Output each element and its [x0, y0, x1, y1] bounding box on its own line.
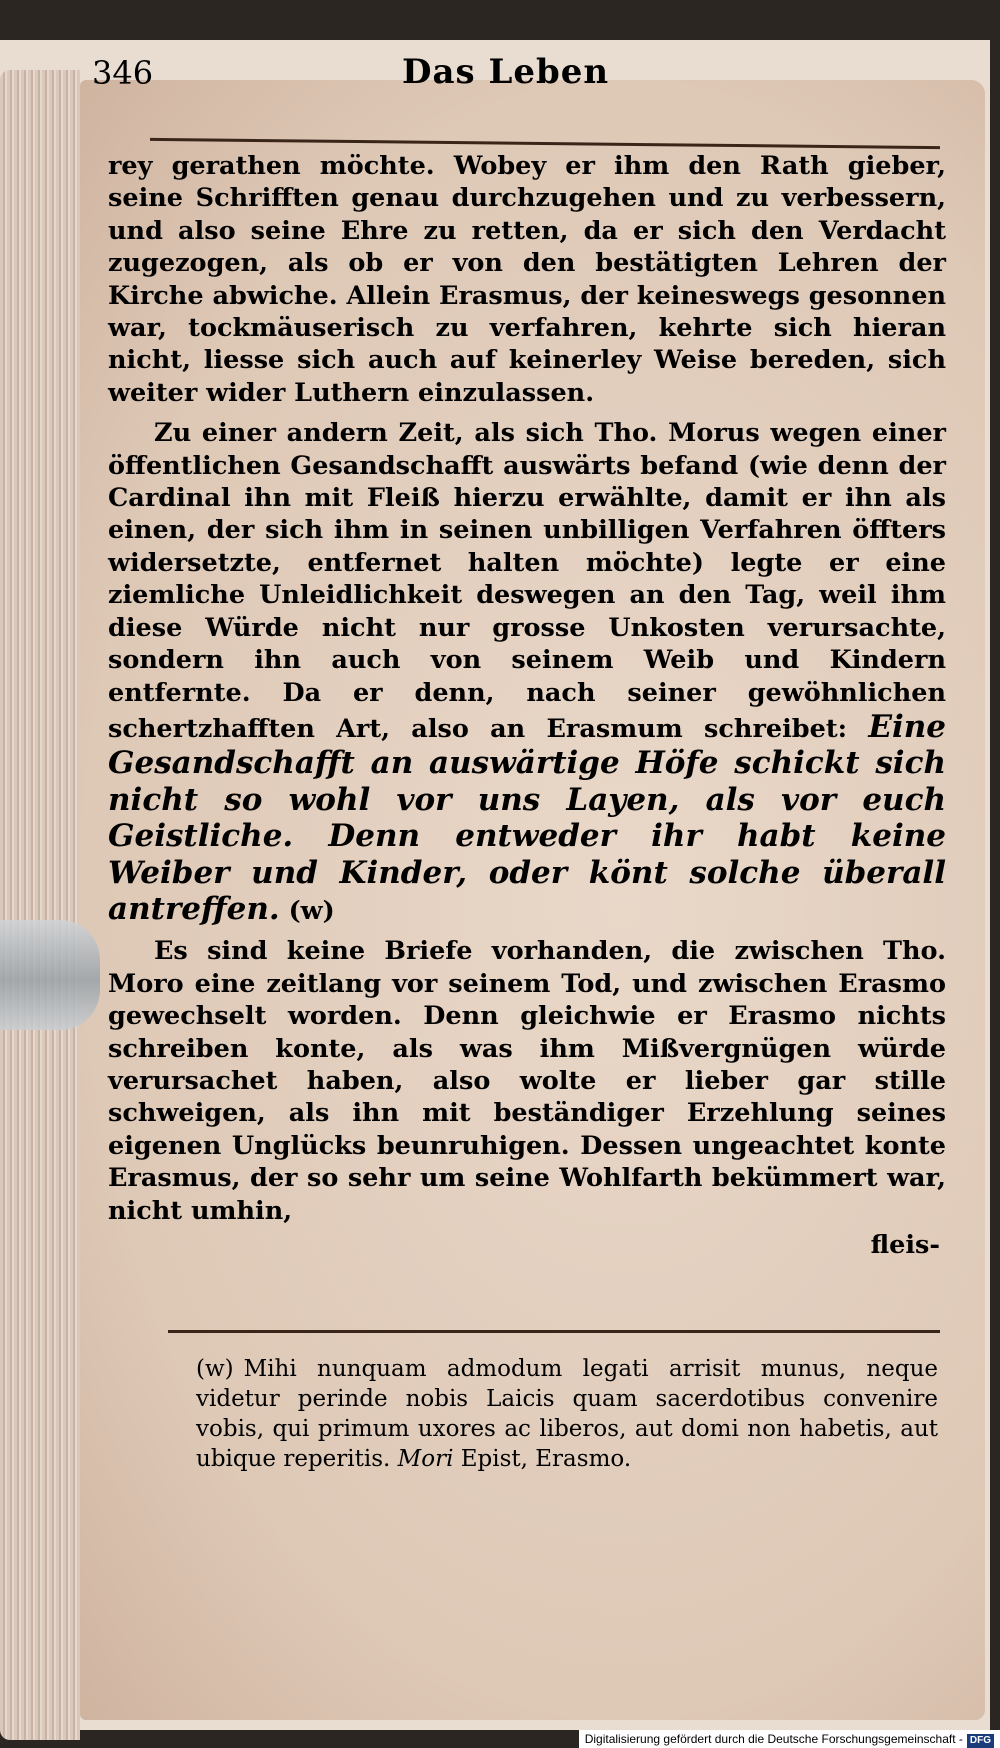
footnote-source: Epist, Erasmo. [460, 1446, 632, 1472]
catchword: fleis- [870, 1230, 940, 1260]
page-header [92, 48, 912, 104]
page-edges [0, 70, 80, 1740]
digitization-credit [579, 1730, 1000, 1748]
footnote-source-author: Mori [397, 1446, 454, 1472]
paragraph-2 [108, 417, 946, 927]
quote-text: Eine Gesandschafft an auswärtige Höfe schickt sich nicht so wohl vor uns Layen, als vor euch Geistliche. Denn entweder ihr habt keine Weiber und Kinder, oder könt solche überall antreffen. [108, 708, 946, 927]
body-text [108, 150, 946, 1261]
footnote-text: Mihi nunquam admodum legati arrisit munus, neque videtur perinde nobis Laicis quam sacerdotibus convenire vobis, qui primum uxores ac liberos, aut domi non habetis, aut ubique reperitis. [196, 1356, 938, 1472]
page-clip [0, 920, 100, 1030]
running-head: Das Leben [402, 52, 610, 92]
page-number: 346 [92, 54, 154, 92]
dfg-logo: DFG [967, 1734, 994, 1748]
footnote-mark: (w) [196, 1356, 234, 1382]
paragraph-2-text: Zu einer andern Zeit, als sich Tho. Morus wegen einer öffentlichen Gesandschafft auswärts befand (wie denn der Cardinal ihn mit Fleiß hierzu erwählte, damit er ihn als einen, der sich ihm in seinen unbilligen Verfahren öffters widersetzte, entfernet halten möchte) legte er eine ziemliche Unleidlichkeit deswegen an den Tag, weil ihm diese Würde nicht nur grosse Unkosten verursachte, sondern ihn auch von seinem Weib und Kindern entfernte. Da er denn, nach seiner gewöhnlichen schertzhafften Art, also an Erasmum schreibet: [108, 418, 946, 744]
footnote [196, 1354, 938, 1474]
credit-text: Digitalisierung gefördert durch die Deutsche Forschungsgemeinschaft - [584, 1732, 963, 1746]
paragraph-1: rey gerathen möchte. Wobey er ihm den Rath gieber, seine Schrifften genau durchzugehen und zu verbessern, und also seine Ehre zu retten, da er sich den Verdacht zugezogen, als ob er von den bestätigten Lehren der Kirche abwiche. Allein Erasmus, der keineswegs gesonnen war, tockmäuserisch zu verfahren, kehrte sich hieran nicht, liesse sich auch auf keinerley Weise bereden, sich weiter wider Luthern einzulassen. [108, 151, 946, 408]
footnote-rule [168, 1330, 940, 1333]
paragraph-3: Es sind keine Briefe vorhanden, die zwischen Tho. Moro eine zeitlang vor seinem Tod, und zwischen Erasmo gewechselt worden. Denn gleichwie er Erasmo nichts schreiben konte, als was ihm Mißvergnügen würde verursachet haben, also wolte er lieber gar stille schweigen, als ihn mit beständiger Erzehlung seines eigenen Unglücks beunruhigen. Dessen ungeachtet konte Erasmus, der so sehr um seine Wohlfarth bekümmert war, nicht umhin, [108, 936, 946, 1226]
quote-reference: (w) [288, 895, 335, 926]
